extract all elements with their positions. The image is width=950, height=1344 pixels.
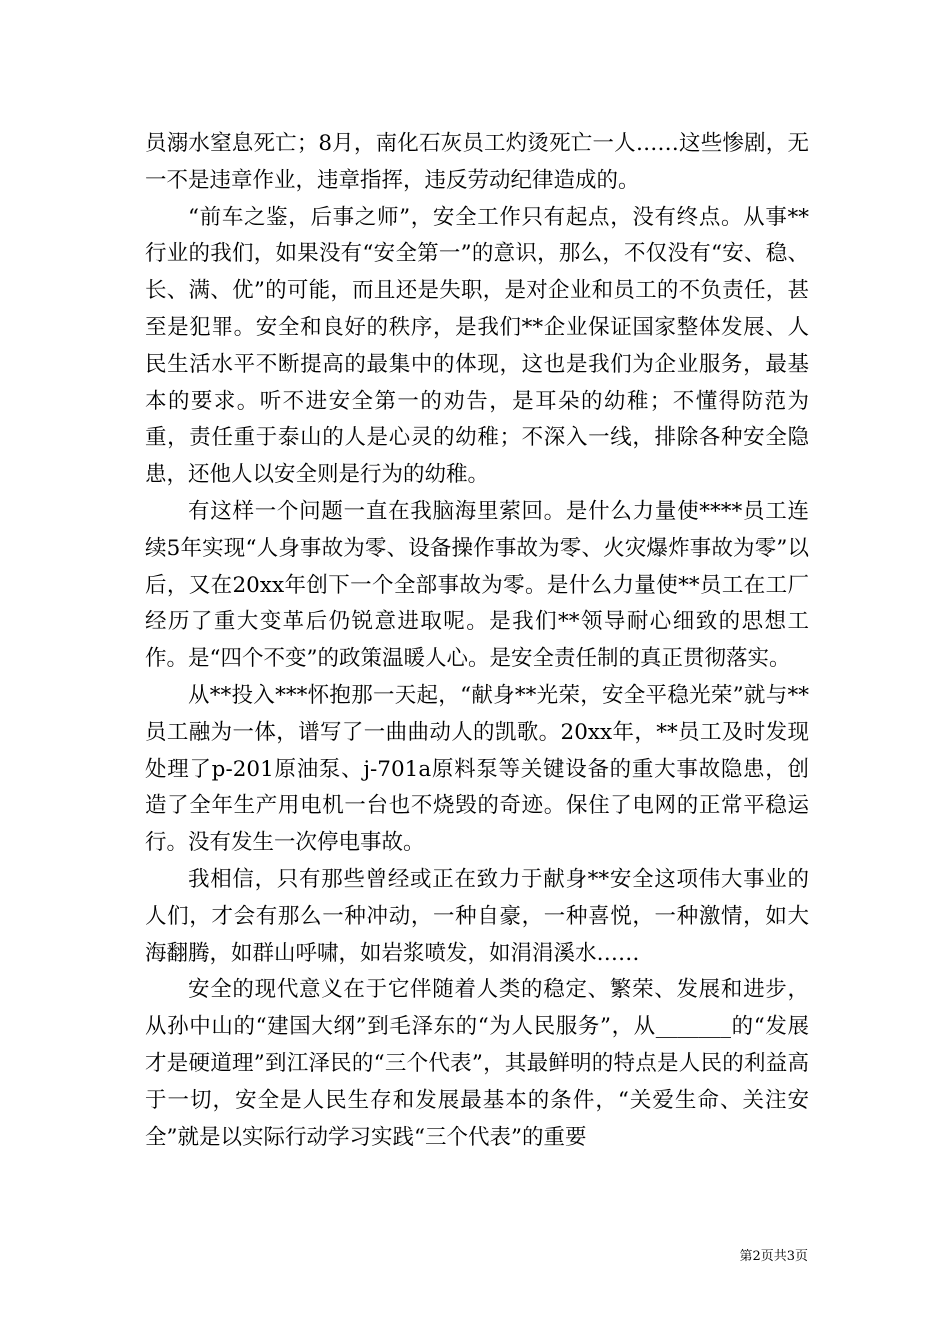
paragraph-4: 从**投入***怀抱那一天起，“献身**光荣，安全平稳光荣”就与**员工融为一体，谱写了一曲曲动人的凯歌。20xx年，**员工及时发现处理了p-201原油泵、j-701a原料泵等关键设备的重大事故隐患，创造了全年生产用电机一台也不烧毁的奇迹。保住了电网的正常平稳运行。没有发生一次停电事故。 — [145, 682, 809, 856]
paragraph-5: 我相信，只有那些曾经或正在致力于献身**安全这项伟大事业的人们，才会有那么一种冲动，一种自豪，一种喜悦，一种激情，如大海翻腾，如群山呼啸，如岩浆喷发，如涓涓溪水…… — [145, 866, 809, 966]
paragraph-3: 有这样一个问题一直在我脑海里萦回。是什么力量使****员工连续5年实现“人身事故为零、设备操作事故为零、火灾爆炸事故为零”以后，又在20xx年创下一个全部事故为零。是什么力量使**员工在工厂经历了重大变革后仍锐意进取呢。是我们**领导耐心细致的思想工作。是“四个不变”的政策温暖人心。是安全责任制的真正贯彻落实。 — [145, 498, 809, 672]
page-number-footer: 第2页共3页 — [739, 1249, 808, 1264]
paragraph-6: 安全的现代意义在于它伴随着人类的稳定、繁荣、发展和进步，从孙中山的“建国大纲”到毛泽东的“为人民服务”，从_______的“发展才是硬道理”到江泽民的“三个代表”，其最鲜明的特点是人民的利益高于一切，安全是人民生存和发展最基本的条件，“关爱生命、关注安全”就是以实际行动学习实践“三个代表”的重要 — [145, 977, 809, 1150]
paragraph-2: “前车之鉴，后事之师”，安全工作只有起点，没有终点。从事**行业的我们，如果没有“安全第一”的意识，那么，不仅没有“安、稳、长、满、优”的可能，而且还是失职，是对企业和员工的不负责任，甚至是犯罪。安全和良好的秩序，是我们**企业保证国家整体发展、人民生活水平不断提高的最集中的体现，这也是我们为企业服务，最基本的要求。听不进安全第一的劝告，是耳朵的幼稚；不懂得防范为重，责任重于泰山的人是心灵的幼稚；不深入一线，排除各种安全隐患，还他人以安全则是行为的幼稚。 — [145, 204, 809, 488]
paragraph-1: 员溺水窒息死亡；8月，南化石灰员工灼烫死亡一人……这些惨剧，无一不是违章作业，违章指挥，违反劳动纪律造成的。 — [145, 131, 809, 193]
document-body — [145, 126, 809, 1156]
